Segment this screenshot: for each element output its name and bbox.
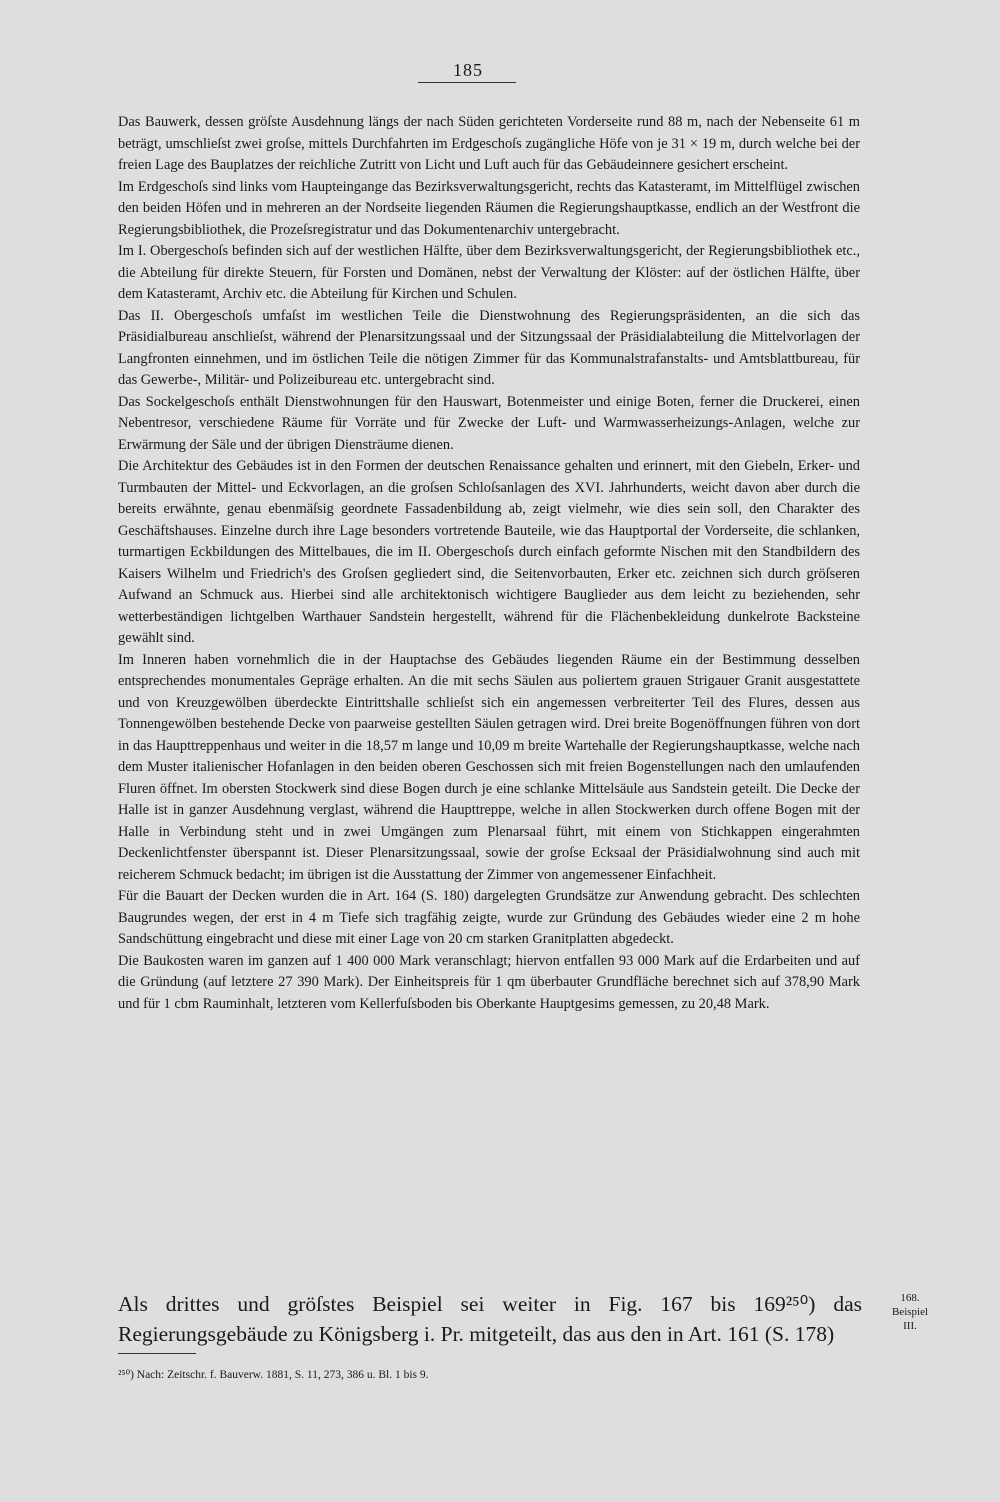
paragraph: Im Inneren haben vornehmlich die in der Hauptachse des Gebäudes liegenden Räume ein der Bestimmung desselben entsprechendes monumentales Gepräge erhalten. An die mit sechs Säulen aus poliertem grauen Strigauer Granit ausgestattete und von Kreuzgewölben überdeckte Eintrittshalle schlieſst sich ein angemessen verbreiterter Teil des Flures, dessen aus Tonnengewölben bestehende Decke von paarweise gestellten Säulen getragen wird. Drei breite Bogenöffnungen führen von dort in das Haupttreppenhaus und weiter in die 18,57 m lange und 10,09 m breite Wartehalle der Regierungshauptkasse, welche nach dem Muster italienischer Hofanlagen in den beiden oberen Geschossen sich mit freien Bogenstellungen nach den umlaufenden Fluren öffnet. Im obersten Stockwerk sind diese Bogen durch je eine schlanke Mittelsäule aus Sandstein geteilt. Die Decke der Halle ist in ganzer Ausdehnung verglast, während die Haupttreppe, welche in allen Stockwerken durch offene Bogen mit der Halle in Verbindung steht und in zwei Umgängen zum Plenarsaal führt, mit einem von Stichkappen eingerahmten Deckenlichtfenster überspannt ist. Dieser Plenarsitzungssaal, sowie der groſse Ecksaal der Präsidialwohnung sind auch mit reicherem Schmuck bedacht; im übrigen ist die Ausstattung der Zimmer von angemessener Einfachheit. (118, 651, 860, 883)
paragraph: Für die Bauart der Decken wurden die in Art. 164 (S. 180) dargelegten Grundsätze zur Anwendung gebracht. Des schlechten Baugrundes wegen, der erst in 4 m Tiefe sich tragfähig zeigte, wurde zur Gründung des Gebäudes wieder eine 2 m hohe Sandschüttung eingebracht und diese mit einer Lage von 20 cm starken Granitplatten abgedeckt. (118, 888, 860, 947)
paragraph: Im Erdgeschoſs sind links vom Haupteingange das Bezirksverwaltungsgericht, rechts das Katasteramt, im Mittelflügel zwischen den beiden Höfen und in mehreren an der Nordseite liegenden Räumen die Regierungshauptkasse, endlich an der Westfront die Regierungsbibliothek, die Prozeſsregistratur und das Dokumentenarchiv untergebracht. (118, 178, 860, 238)
paragraph: Das Bauwerk, dessen gröſste Ausdehnung längs der nach Süden gerichteten Vorderseite rund 88 m, nach der Nebenseite 61 m beträgt, umschlieſst zwei groſse, mittels Durchfahrten im Erdgeschoſs zugängliche Höfe von je 31 × 19 m, durch welche bei der freien Lage des Bauplatzes der reichliche Zutritt von Licht und Luft auch für das Gebäudeinnere gesichert erscheint. (118, 114, 860, 173)
footnote: ²⁵⁰) Nach: Zeitschr. f. Bauverw. 1881, S. 11, 273, 386 u. Bl. 1 bis 9. (118, 1369, 429, 1381)
paragraph: Im I. Obergeschoſs befinden sich auf der westlichen Hälfte, über dem Bezirksverwaltungsgericht, der Regierungsbibliothek etc., die Abteilung für direkte Steuern, für Forsten und Domänen, nebst der Verwaltung der Klöster: auf der östlichen Hälfte, über dem Katasteramt, Archiv etc. die Abteilung für Kirchen und Schulen. (118, 243, 860, 302)
page-number: 185 (453, 60, 483, 80)
paragraph: Die Architektur des Gebäudes ist in den Formen der deutschen Renaissance gehalten und erinnert, mit den Giebeln, Erker- und Turmbauten der Mittel- und Eckvorlagen, an die groſsen Schloſsanlagen des XVI. Jahrhunderts, weicht davon aber durch die bereits erwähnte, genau ebenmäſsig geordnete Fassadenbildung ab, zeigt vielmehr, wie dies sein soll, den Charakter des Geschäftshauses. Einzelne durch ihre Lage besonders vortretende Bauteile, wie das Hauptportal der Vorderseite, die schlanken, turmartigen Eckbildungen des Mittelbaues, die im II. Obergeschoſs durch einfach geformte Nischen mit den Standbildern des Kaisers Wilhelm und Friedrich's des Groſsen gegliedert sind, die Seitenvorbauten, Erker etc. zeichnen sich durch gröſseren Aufwand an Schmuck aus. Hierbei sind alle architektonisch wichtigere Bauglieder aus dem leicht zu beziehenden, sehr wetterbeständigen lichtgelben Warthauer Sandstein hergestellt, während für die Flächenbekleidung dunkelrote Backsteine gewählt sind. (118, 458, 860, 646)
body-text (118, 112, 860, 1015)
paragraph: Die Baukosten waren im ganzen auf 1 400 000 Mark veranschlagt; hiervon entfallen 93 000 Mark auf die Erdarbeiten und auf die Gründung (auf letztere 27 390 Mark). Der Einheitspreis für 1 qm überbauter Grundfläche berechnet sich auf 378,90 Mark und für 1 cbm Rauminhalt, letzteren vom Kellerfuſsboden bis Oberkante Hauptgesims gemessen, zu 20,48 Mark. (118, 952, 860, 1012)
paragraph: Das II. Obergeschoſs umfaſst im westlichen Teile die Dienstwohnung des Regierungspräsidenten, an die sich das Präsidialbureau anschlieſst, während der Plenarsitzungssaal und der Sitzungssaal der Präsidialabteilung die Mittelvorlagen der Langfronten einnehmen, und im östlichen Teile die nötigen Zimmer für das Kommunalstrafanstalts- und Amtsblattbureau, für das Gewerbe-, Militär- und Polizeibureau etc. untergebracht sind. (118, 307, 860, 388)
header-rule (418, 82, 516, 83)
margin-note-label: Beispiel (891, 1306, 929, 1318)
footnote-rule (118, 1353, 196, 1354)
margin-note-number: 168. (900, 1292, 920, 1304)
paragraph: Das Sockelgeschoſs enthält Dienstwohnungen für den Hauswart, Botenmeister und einige Boten, ferner die Druckerei, einen Nebentresor, verschiedene Räume für Vorräte und für Zwecke der Luft- und Warmwasserheizungs-Anlagen, welche zur Erwärmung der Säle und der übrigen Diensträume dienen. (118, 393, 860, 453)
margin-note-roman: III. (903, 1320, 917, 1332)
margin-note (880, 1291, 940, 1333)
large-paragraph: Als drittes und gröſstes Beispiel sei weiter in Fig. 167 bis 169²⁵⁰) das Regierungsgebäude zu Königsberg i. Pr. mitgeteilt, das aus den in Art. 161 (S. 178) (118, 1292, 862, 1346)
